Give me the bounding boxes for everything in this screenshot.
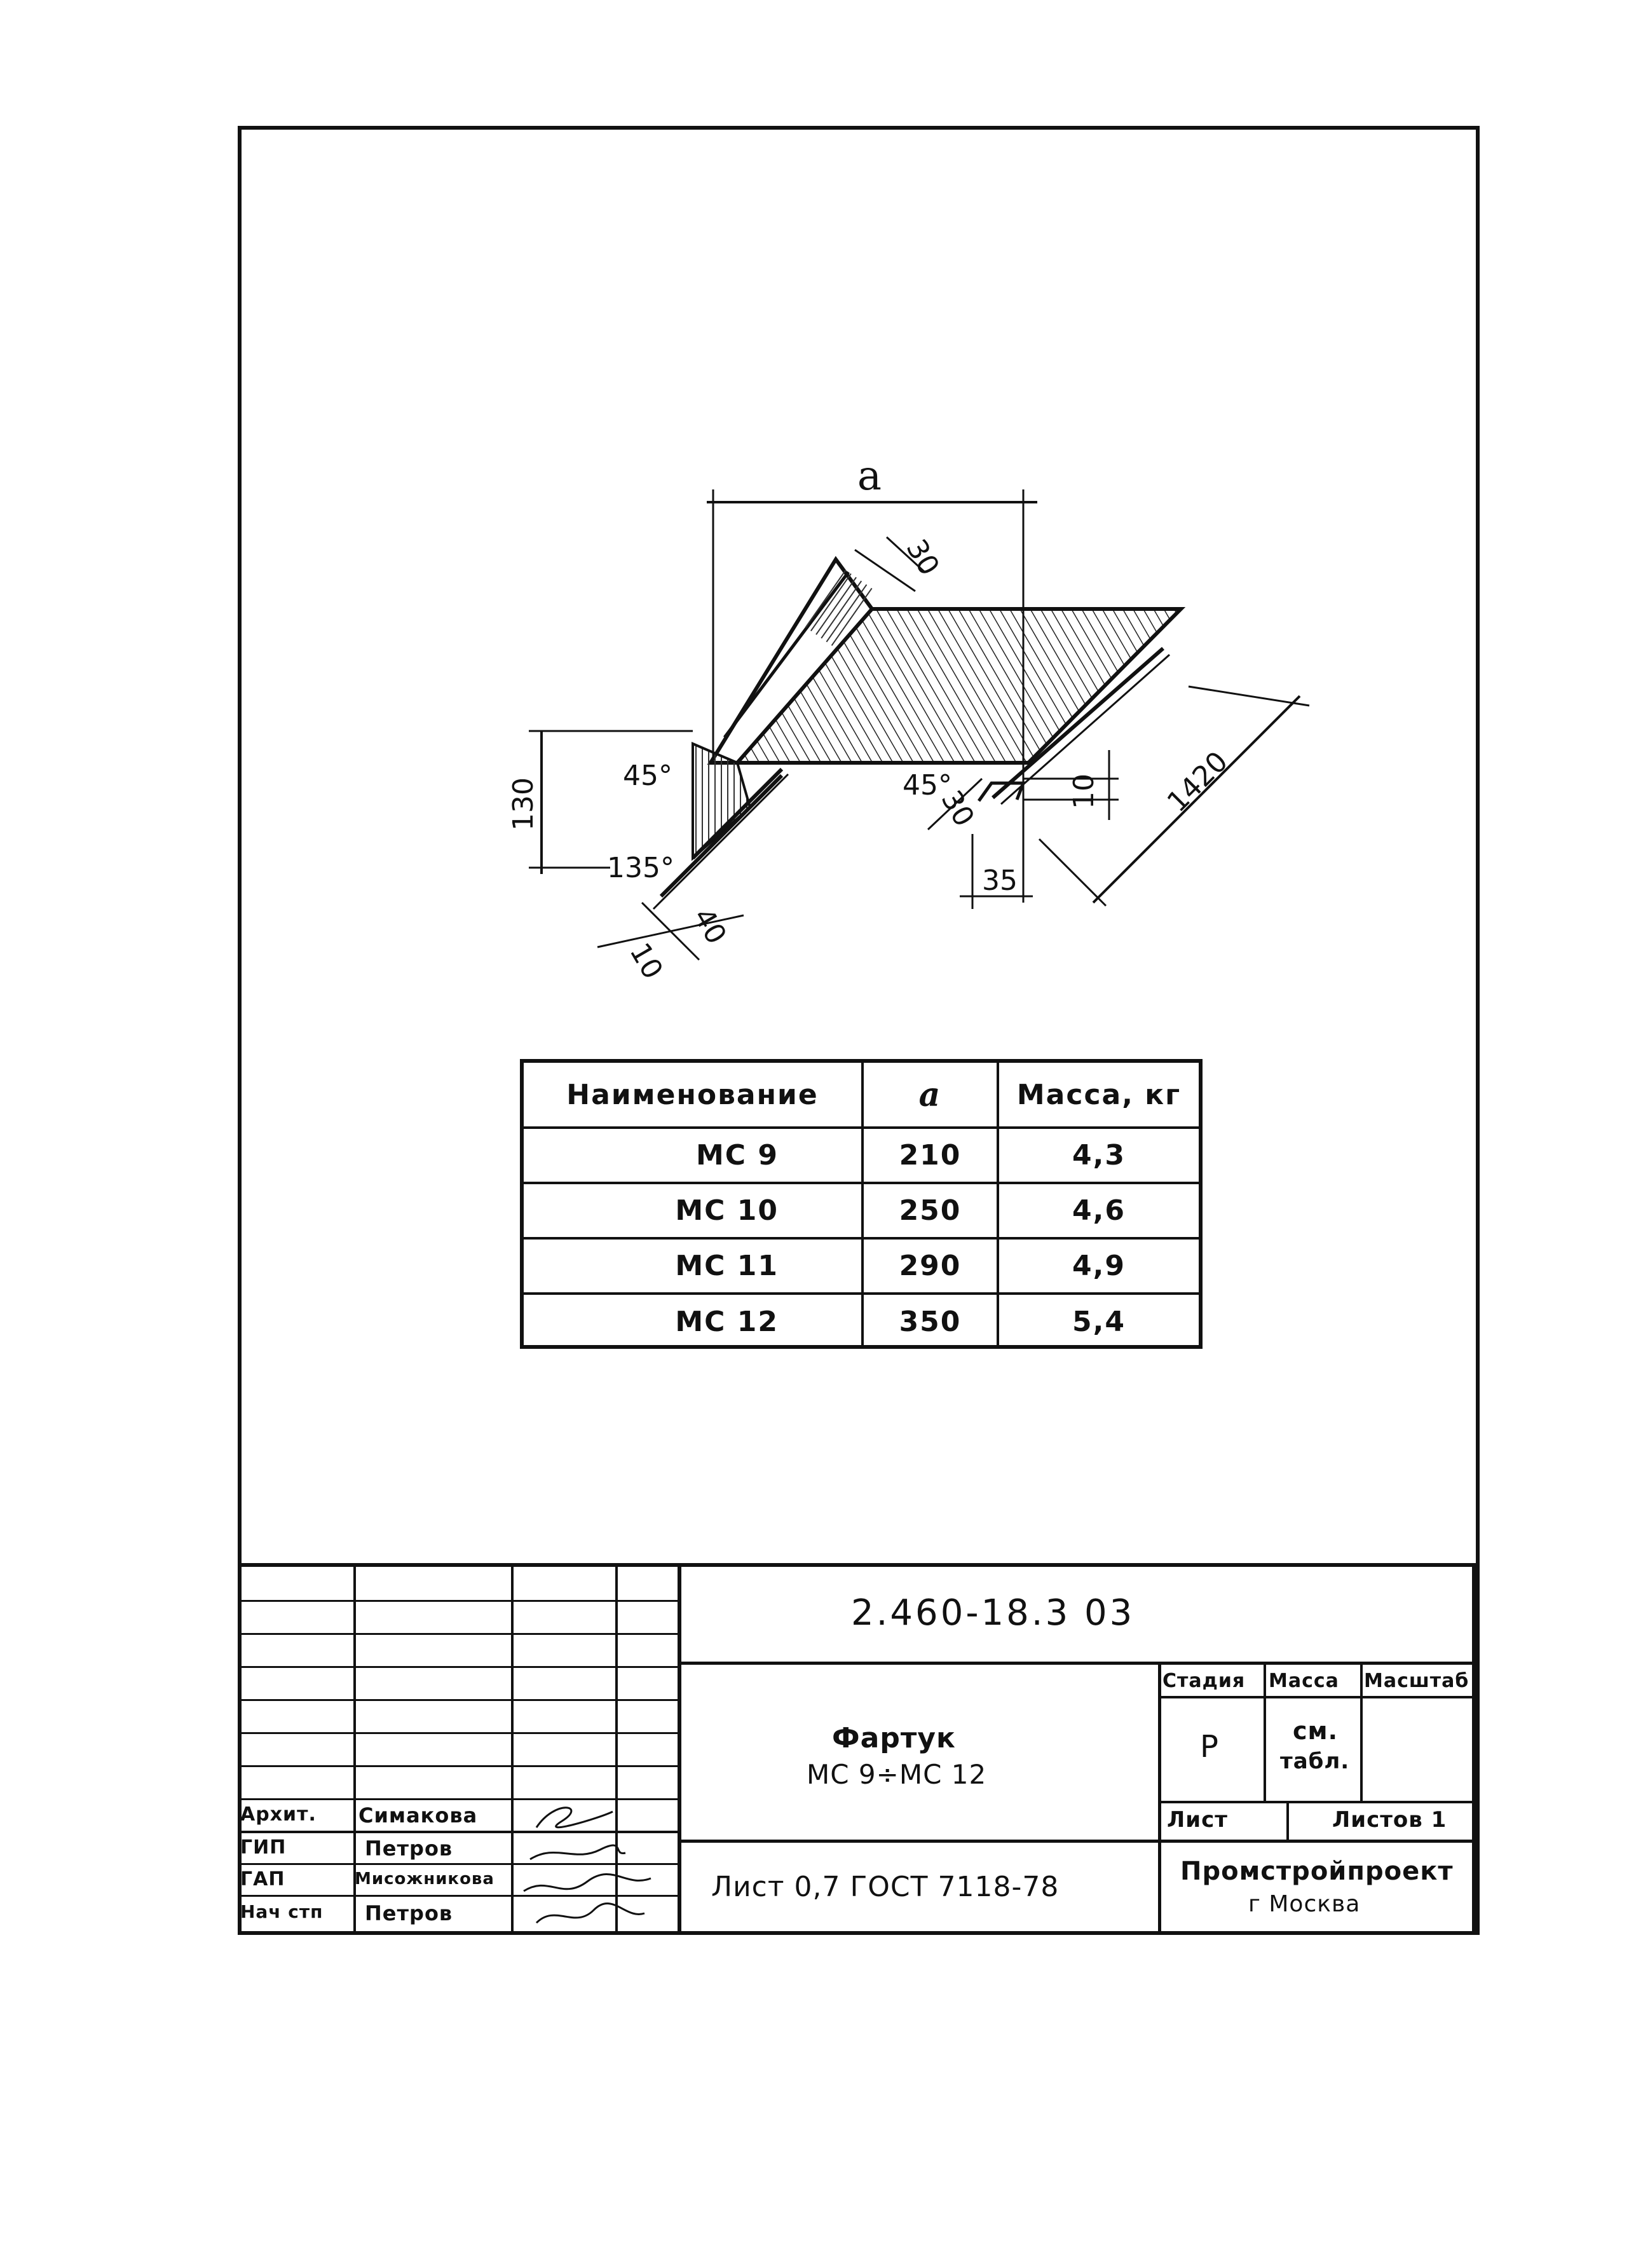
table-cell: МС 12 bbox=[524, 1295, 864, 1349]
specification-table bbox=[520, 1059, 1203, 1349]
angle-135: 135° bbox=[607, 852, 674, 884]
table-cell: 4,6 bbox=[999, 1184, 1199, 1240]
name-2: Петров bbox=[365, 1836, 453, 1861]
dim-10-right: 10 bbox=[1068, 774, 1100, 809]
name-1: Симакова bbox=[358, 1803, 478, 1827]
dim-10-bottom: 10 bbox=[623, 938, 669, 985]
role-3: ГАП bbox=[240, 1868, 285, 1890]
role-4: Нач стп bbox=[240, 1901, 324, 1922]
organization-city: г Москва bbox=[1248, 1891, 1361, 1917]
title-block bbox=[238, 1563, 1480, 1935]
table-cell: 290 bbox=[864, 1240, 999, 1295]
dim-a-label: a bbox=[857, 453, 882, 500]
table-cell: МС 11 bbox=[524, 1240, 864, 1295]
dim-1420: 1420 bbox=[1161, 745, 1234, 819]
title-line-1: Фартук bbox=[832, 1722, 956, 1754]
dim-30-right: 30 bbox=[934, 785, 981, 832]
title-line-2: МС 9÷МС 12 bbox=[807, 1759, 987, 1790]
table-cell: МС 9 bbox=[524, 1129, 864, 1184]
table-cell: МС 10 bbox=[524, 1184, 864, 1240]
table-cell: 4,3 bbox=[999, 1129, 1199, 1184]
scale-header: Масштаб bbox=[1364, 1670, 1469, 1692]
document-number: 2.460-18.3 03 bbox=[851, 1592, 1135, 1634]
organization-name: Промстройпроект bbox=[1180, 1857, 1454, 1886]
table-cell: 210 bbox=[864, 1129, 999, 1184]
dim-30-top: 30 bbox=[899, 534, 946, 581]
mass-value-2: табл. bbox=[1280, 1749, 1350, 1774]
mass-header: Масса bbox=[1269, 1670, 1339, 1692]
mass-value-1: см. bbox=[1293, 1717, 1339, 1745]
stage-value: Р bbox=[1200, 1729, 1219, 1765]
header-name: Наименование bbox=[524, 1063, 864, 1129]
name-4: Петров bbox=[365, 1901, 453, 1925]
table-cell: 5,4 bbox=[1072, 1306, 1126, 1338]
material-spec: Лист 0,7 ГОСТ 7118-78 bbox=[711, 1871, 1060, 1903]
sheets-label: Листов 1 bbox=[1332, 1807, 1447, 1833]
dim-35: 35 bbox=[982, 864, 1018, 897]
stage-header: Стадия bbox=[1162, 1670, 1246, 1692]
role-1: Архит. bbox=[240, 1803, 317, 1826]
sheet-label: Лист bbox=[1167, 1807, 1228, 1833]
table-cell: 350 bbox=[864, 1295, 999, 1349]
header-mass: Масса, кг bbox=[999, 1063, 1199, 1129]
name-3: Мисожникова bbox=[355, 1869, 494, 1889]
dim-130: 130 bbox=[507, 777, 540, 831]
dim-40: 40 bbox=[686, 903, 733, 950]
header-a: a bbox=[864, 1063, 999, 1129]
angle-45-left: 45° bbox=[623, 760, 672, 792]
signature-scribbles bbox=[517, 1793, 689, 1939]
angle-45-right: 45° bbox=[903, 769, 952, 802]
table-cell: 250 bbox=[864, 1184, 999, 1240]
table-cell: 4,9 bbox=[999, 1240, 1199, 1295]
role-2: ГИП bbox=[240, 1836, 287, 1859]
